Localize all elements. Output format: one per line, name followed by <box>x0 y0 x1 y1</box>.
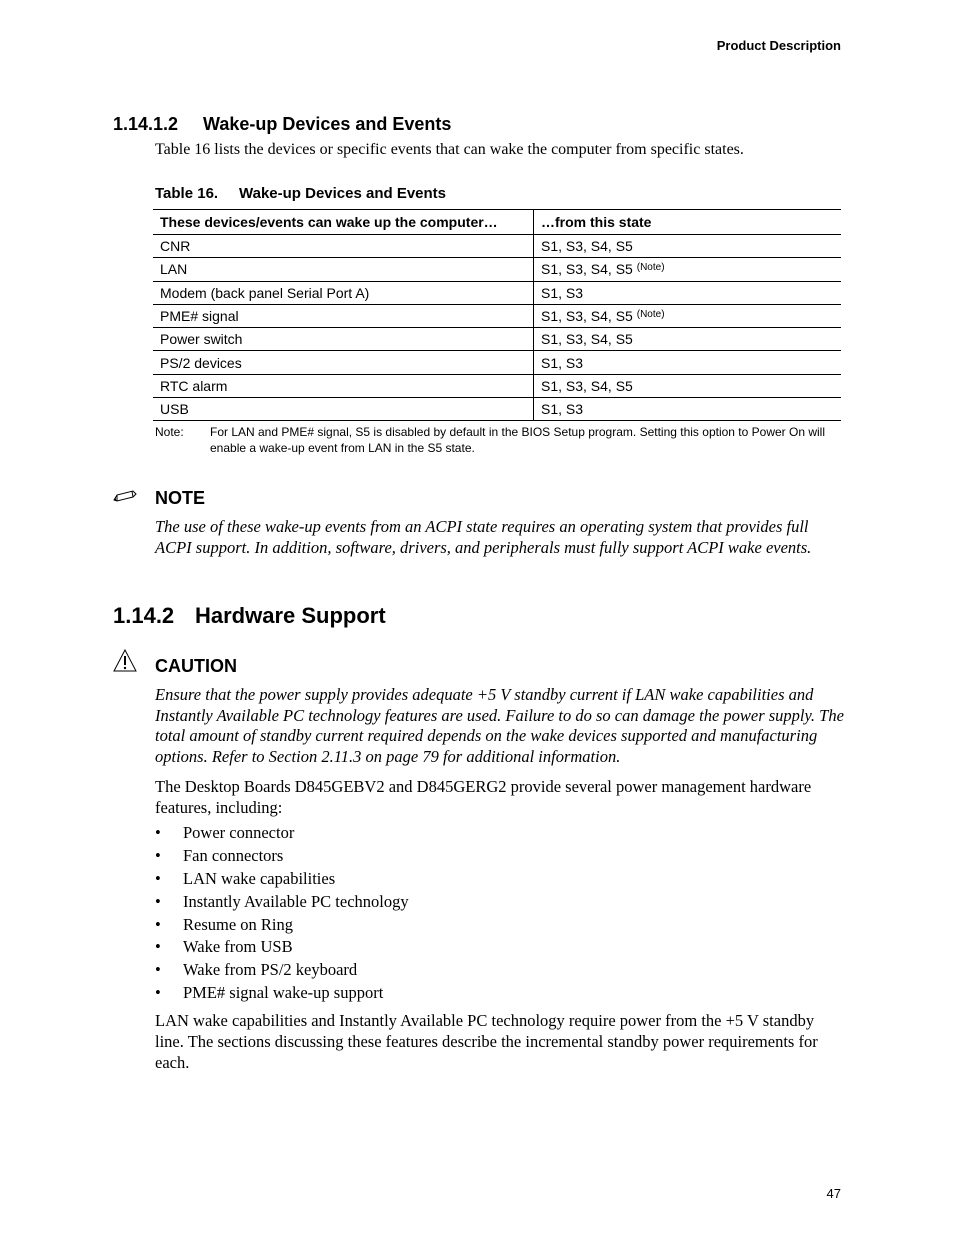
table-cell-state: S1, S3, S4, S5 <box>534 328 842 351</box>
section-heading-wakeup <box>113 114 451 135</box>
table-row <box>153 235 841 258</box>
table-header-devices: These devices/events can wake up the computer… <box>153 210 534 235</box>
bullet: • <box>155 983 161 1003</box>
list-item: • LAN wake capabilities <box>155 868 409 891</box>
bullet: • <box>155 868 161 888</box>
section-number: 1.14.1.2 <box>113 114 179 134</box>
section-title: Wake-up Devices and Events <box>203 114 452 134</box>
list-item: • Power connector <box>155 822 409 845</box>
table-note-ref: (Note) <box>636 309 665 321</box>
table-cell-state: S1, S3 <box>534 351 842 374</box>
table-row <box>153 328 841 351</box>
bullet: • <box>155 823 161 842</box>
table-footnote-label: Note: <box>155 425 184 439</box>
table-cell-state: S1, S3, S4, S5 <box>534 374 842 397</box>
bullet: • <box>155 891 161 911</box>
feature-list <box>155 822 409 1005</box>
table-cell-device: PS/2 devices <box>153 351 534 374</box>
wakeup-table <box>153 209 841 421</box>
table-cell-device: CNR <box>153 235 534 258</box>
note-body: The use of these wake-up events from an ACPI state requires an operating system that provides full ACPI support. In addition, software, drivers, and peripherals must fully support ACPI wake events. <box>155 517 812 557</box>
page-number: 47 <box>826 1186 841 1201</box>
list-item: • Resume on Ring <box>155 914 409 937</box>
table-row <box>153 258 841 281</box>
table-header-row <box>153 210 841 235</box>
table-cell-state: S1, S3, S4, S5 <box>534 235 842 258</box>
section-number: 1.14.2 <box>113 603 175 628</box>
list-item: • Fan connectors <box>155 845 409 868</box>
caution-title: CAUTION <box>155 656 237 676</box>
caution-body: Ensure that the power supply provides adequate +5 V standby current if LAN wake capabilities and Instantly Available PC technology features are used. Failure to do so can damage the power supply. The total amount of standby current required depends on the wake devices supported and manufacturing options. Refer to Section 2.11.3 on page 79 for additional information. <box>155 685 844 766</box>
table-row <box>153 374 841 397</box>
running-header: Product Description <box>716 38 841 53</box>
list-item: • PME# signal wake-up support <box>155 982 409 1005</box>
list-item: • Wake from PS/2 keyboard <box>155 959 409 982</box>
table-cell-device: Power switch <box>153 328 534 351</box>
table-cell-device: PME# signal <box>153 304 534 327</box>
table-caption-title: Wake-up Devices and Events <box>239 185 447 202</box>
list-item: • Wake from USB <box>155 936 409 959</box>
table-footnote <box>155 424 845 456</box>
table-row <box>153 304 841 327</box>
section-intro: Table 16 lists the devices or specific events that can wake the computer from specific states. <box>155 141 744 158</box>
table-cell-device: Modem (back panel Serial Port A) <box>153 281 534 304</box>
table-caption <box>155 185 446 202</box>
table-cell-device: LAN <box>153 258 534 281</box>
warning-triangle-icon <box>112 648 138 679</box>
table-cell-device: USB <box>153 398 534 421</box>
bullet: • <box>155 960 161 980</box>
table-cell-state: S1, S3, S4, S5 $^{(Note)}$ <box>534 304 842 327</box>
table-cell-state: S1, S3 <box>534 398 842 421</box>
bullet: • <box>155 937 161 957</box>
list-item: • Instantly Available PC technology <box>155 891 409 914</box>
table-header-state: …from this state <box>534 210 842 235</box>
table-note-ref: (Note) <box>636 262 665 274</box>
table-row <box>153 398 841 421</box>
table-footnote-text: For LAN and PME# signal, S5 is disabled by default in the BIOS Setup program. Setting this option to Power On will enable a wake-up event from LAN in the S5 state. <box>210 425 825 455</box>
bullet: • <box>155 845 161 865</box>
table-row <box>153 281 841 304</box>
table-row <box>153 351 841 374</box>
section-title: Hardware Support <box>195 603 386 628</box>
hardware-intro: The Desktop Boards D845GEBV2 and D845GERG2 provide several power management hardware features, including: <box>155 777 812 817</box>
table-caption-number: Table 16. <box>155 185 219 202</box>
hardware-closing: LAN wake capabilities and Instantly Available PC technology require power from the +5 V standby line. The sections discussing these features describe the incremental standby power requirements for each. <box>155 1011 818 1072</box>
section-heading-hardware <box>113 603 386 629</box>
table-cell-device: RTC alarm <box>153 374 534 397</box>
note-title: NOTE <box>155 488 206 508</box>
table-cell-state: S1, S3, S4, S5 $^{(Note)}$ <box>534 258 842 281</box>
pencil-icon <box>112 488 138 509</box>
bullet: • <box>155 914 161 934</box>
table-cell-state: S1, S3 <box>534 281 842 304</box>
